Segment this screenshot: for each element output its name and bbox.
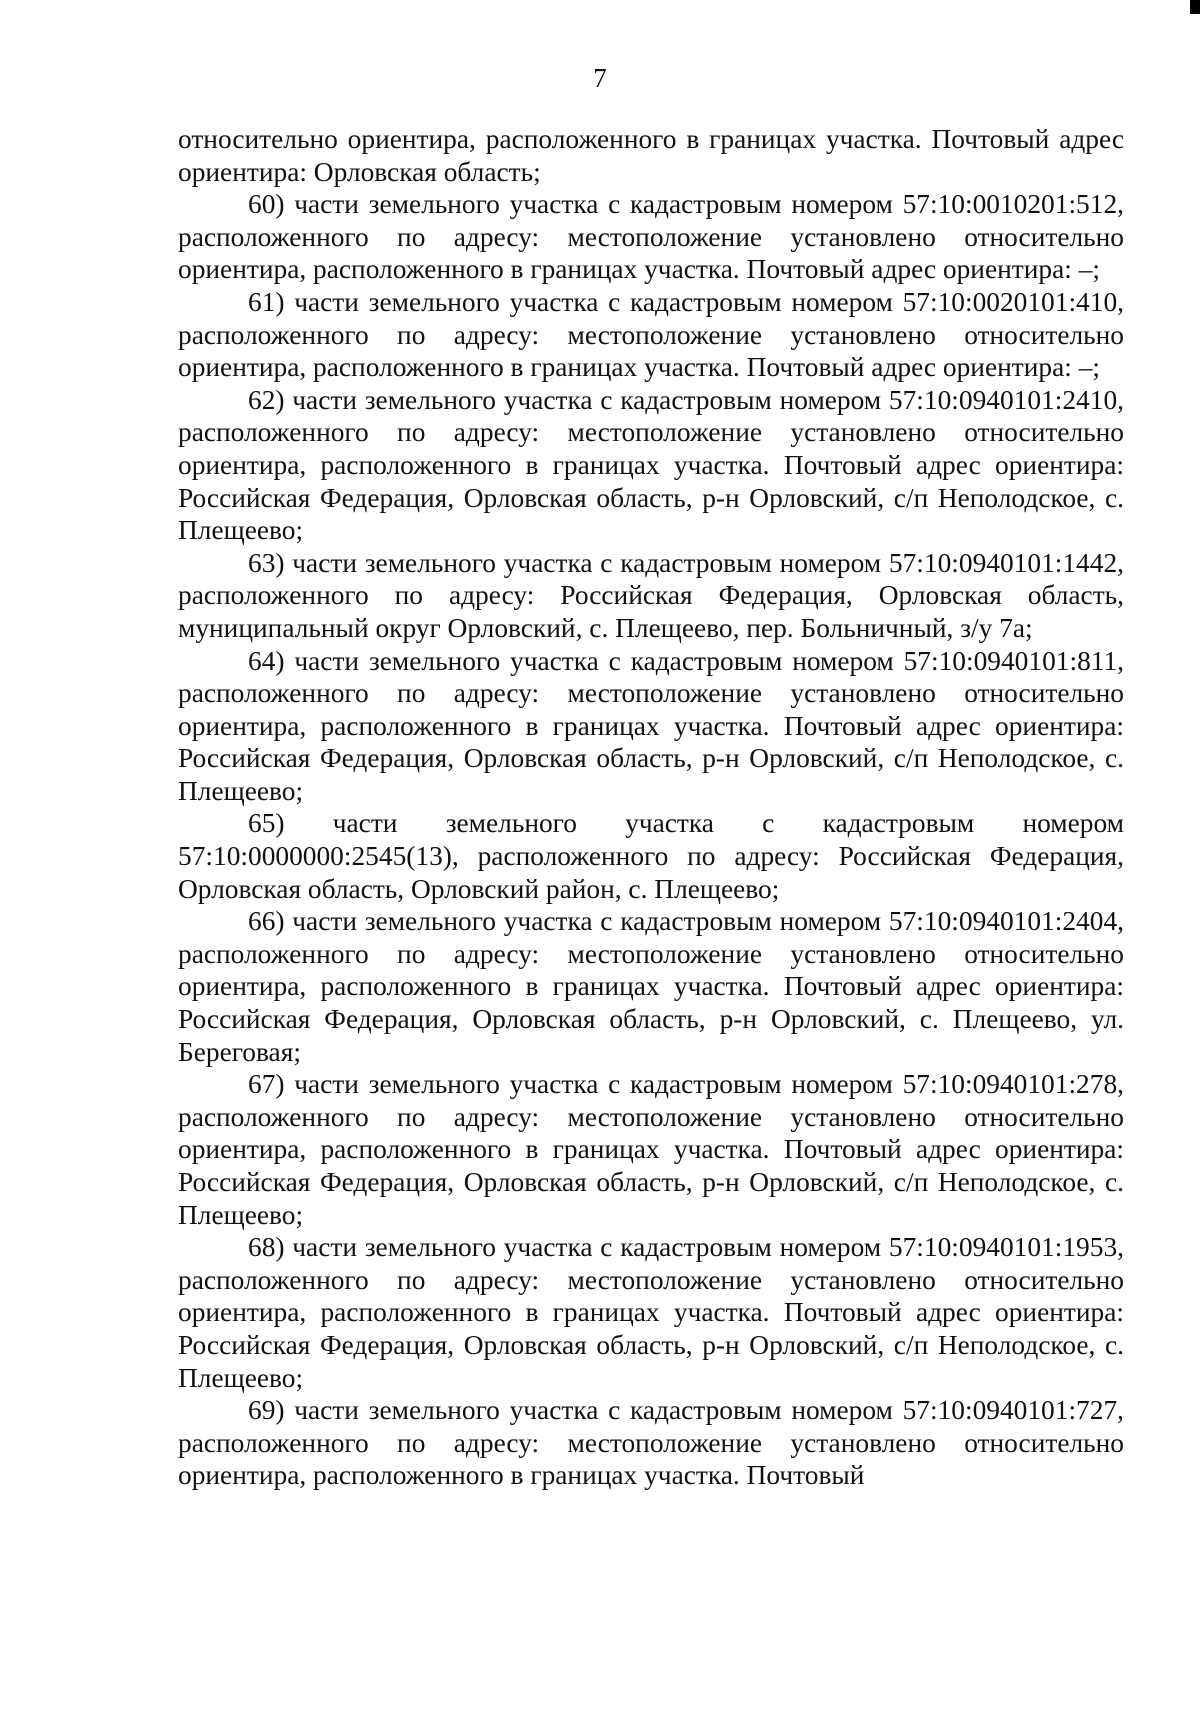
list-item-63: 63) части земельного участка с кадастровым номером 57:10:0940101:1442, расположенного по адресу: Российская Федерация, Орловская область, муниципальный округ Орловский, с. Плещеево, пер. Больничный, з/у 7а;	[178, 547, 1124, 643]
list-item-67: 67) части земельного участка с кадастровым номером 57:10:0940101:278, расположенного по адресу: местоположение установлено относительно ориентира, расположенного в границах участка. Почтовый адрес ориентира: Российская Федерация, Орловская область, р-н Орловский, с/п Неполодское, с. Плещеево;	[178, 1069, 1124, 1230]
document-body	[178, 123, 1124, 1492]
scan-corner-mark	[1190, 0, 1200, 14]
list-item-65: 65) части земельного участка с кадастровым номером 57:10:0000000:2545(13), расположенного по адресу: Российская Федерация, Орловская область, Орловский район, с. Плещеево;	[178, 808, 1124, 904]
paragraph-continuation: относительно ориентира, расположенного в границах участка. Почтовый адрес ориентира: Орловская область;	[178, 124, 1124, 187]
list-item-66: 66) части земельного участка с кадастровым номером 57:10:0940101:2404, расположенного по адресу: местоположение установлено относительно ориентира, расположенного в границах участка. Почтовый адрес ориентира: Российская Федерация, Орловская область, р-н Орловский, с. Плещеево, ул. Береговая;	[178, 906, 1124, 1067]
list-item-64: 64) части земельного участка с кадастровым номером 57:10:0940101:811, расположенного по адресу: местоположение установлено относительно ориентира, расположенного в границах участка. Почтовый адрес ориентира: Российская Федерация, Орловская область, р-н Орловский, с/п Неполодское, с. Плещеево;	[178, 645, 1124, 806]
list-item-62: 62) части земельного участка с кадастровым номером 57:10:0940101:2410, расположенного по адресу: местоположение установлено относительно ориентира, расположенного в границах участка. Почтовый адрес ориентира: Российская Федерация, Орловская область, р-н Орловский, с/п Неполодское, с. Плещеево;	[178, 384, 1124, 546]
list-item-61: 61) части земельного участка с кадастровым номером 57:10:0020101:410, расположенного по адресу: местоположение установлено относительно ориентира, расположенного в границах участка. Почтовый адрес ориентира: –;	[178, 286, 1124, 383]
page-number: 7	[593, 63, 607, 93]
list-item-60: 60) части земельного участка с кадастровым номером 57:10:0010201:512, расположенного по адресу: местоположение установлено относительно ориентира, расположенного в границах участка. Почтовый адрес ориентира: –;	[178, 189, 1124, 285]
list-item-69: 69) части земельного участка с кадастровым номером 57:10:0940101:727, расположенного по адресу: местоположение установлено относительно ориентира, расположенного в границах участка. Почтовый	[178, 1395, 1124, 1491]
list-item-68: 68) части земельного участка с кадастровым номером 57:10:0940101:1953, расположенного по адресу: местоположение установлено относительно ориентира, расположенного в границах участка. Почтовый адрес ориентира: Российская Федерация, Орловская область, р-н Орловский, с/п Неполодское, с. Плещеево;	[178, 1232, 1124, 1393]
